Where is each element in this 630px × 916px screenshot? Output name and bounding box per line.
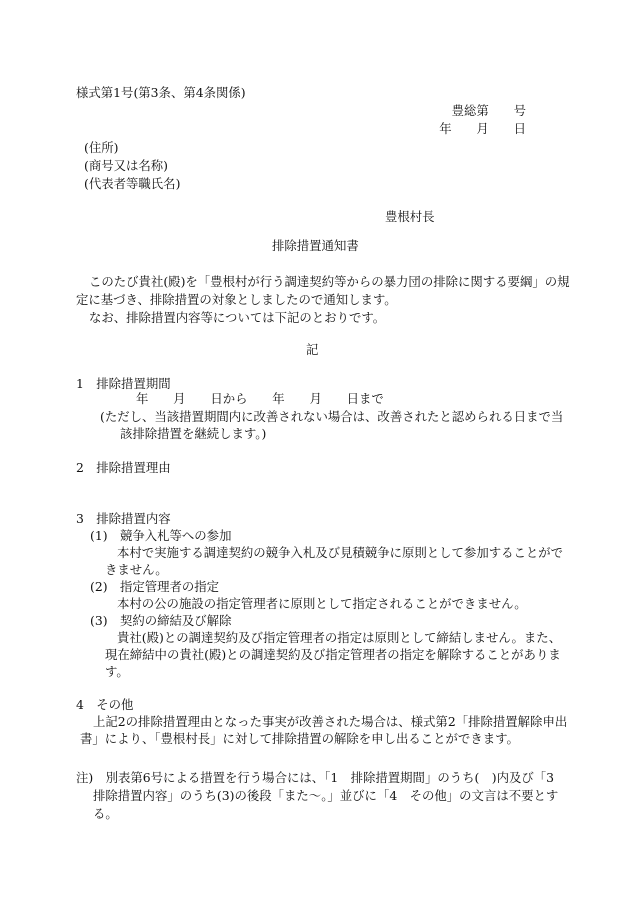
intro-line-2: 定に基づき、排除措置の対象としましたので通知します。	[76, 292, 397, 307]
section3-item3-label: (3) 契約の締結及び解除	[90, 613, 232, 628]
intro-line-3: なお、排除措置内容等については下記のとおりです。	[89, 310, 386, 325]
section3-item3-text-2: 現在締結中の貴社(殿)との調達契約及び指定管理者の指定を解除することがありま	[105, 647, 561, 662]
section3-item2-label: (2) 指定管理者の指定	[90, 579, 220, 594]
section3-heading: 3 排除措置内容	[76, 511, 171, 526]
sender-name: 豊根村長	[385, 209, 435, 224]
intro-line-1: このたび貴社(殿)を「豊根村が行う調達契約等からの暴力団の排除に関する要綱」の規	[89, 274, 570, 289]
section3-item1-text-1: 本村で実施する調達契約の競争入札及び見積競争に原則として参加することがで	[117, 545, 564, 560]
section3-item1-text-2: きません。	[105, 562, 168, 577]
section3-item3-text-3: す。	[105, 664, 129, 679]
recipient-representative: (代表者等職氏名)	[84, 176, 181, 191]
section1-note-line-2: 該排除措置を継続します。)	[120, 426, 267, 441]
section1-heading: 1 排除措置期間	[76, 376, 171, 391]
note-line-1: 注) 別表第6号による措置を行う場合には、「1 排除措置期間」のうち( )内及び「3	[76, 770, 555, 785]
section3-item1-label: (1) 競争入札等への参加	[90, 528, 232, 543]
section4-text-1: 上記2の排除措置理由となった事実が改善された場合は、様式第2「排除措置解除申出	[93, 714, 568, 729]
note-line-2: 排除措置内容」のうち(3)の後段「また〜。」並びに「4 その他」の文言は不要とす	[93, 788, 559, 803]
section4-text-2: 書」により、「豊根村長」に対して排除措置の解除を申し出ることができます。	[80, 731, 519, 746]
document-number: 豊総第 号	[451, 103, 526, 118]
section1-note-line-1: (ただし、当該措置期間内に改善されない場合は、改善されたと認められる日まで当	[100, 409, 564, 424]
section1-period: 年 月 日から 年 月 日まで	[136, 391, 384, 406]
ki-heading: 記	[306, 342, 319, 357]
issue-date: 年 月 日	[439, 121, 526, 136]
form-number: 様式第1号(第3条、第4条関係)	[76, 85, 246, 100]
note-line-3: る。	[93, 806, 118, 821]
document-title: 排除措置通知書	[272, 238, 359, 253]
section2-heading: 2 排除措置理由	[76, 460, 171, 475]
section4-heading: 4 その他	[76, 697, 134, 712]
recipient-company: (商号又は名称)	[84, 158, 169, 173]
section3-item3-text-1: 貴社(殿)との調達契約及び指定管理者の指定は原則として締結しません。また、	[117, 630, 562, 645]
section3-item2-text-1: 本村の公の施設の指定管理者に原則として指定されることができません。	[117, 596, 527, 611]
recipient-address: (住所)	[84, 140, 119, 155]
